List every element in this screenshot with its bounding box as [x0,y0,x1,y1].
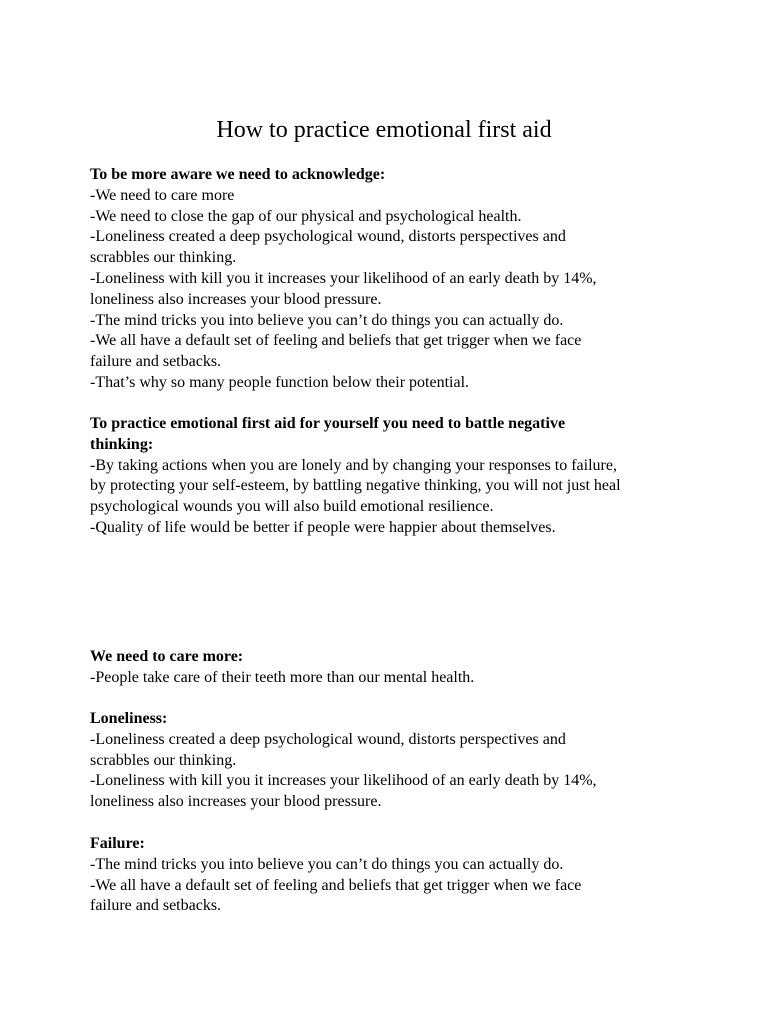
paragraph-line: -We need to close the gap of our physical and psychological health. [90,207,522,225]
paragraph-line: -That’s why so many people function below their potential. [90,373,470,391]
paragraph-line: -People take care of their teeth more than our mental health. [90,668,475,686]
paragraph-line: loneliness also increases your blood pressure. [90,290,382,308]
paragraph-line: -Loneliness with kill you it increases your likelihood of an early death by 14%, [90,269,597,287]
paragraph-line: psychological wounds you will also build emotional resilience. [90,498,494,516]
paragraph-line: -We all have a default set of feeling and beliefs that get trigger when we face [90,332,582,350]
section-loneliness [90,709,690,813]
paragraph-line: -Loneliness created a deep psychological wound, distorts perspectives and [90,730,566,748]
document-title: How to practice emotional first aid [216,117,552,143]
section-heading: We need to care more: [90,648,244,665]
paragraph-line: -The mind tricks you into believe you can’t do things you can actually do. [90,855,564,873]
paragraph-line: -We need to care more [90,186,235,204]
section-heading: thinking: [90,435,154,453]
section-awareness [90,165,690,394]
section-heading: Failure: [90,835,145,852]
section-first-aid [90,414,690,539]
section-care-more [90,647,690,689]
paragraph-line: -Loneliness created a deep psychological wound, distorts perspectives and [90,228,566,246]
paragraph-line: -By taking actions when you are lonely and by changing your responses to failure, [90,456,617,474]
paragraph-line: -Loneliness with kill you it increases your likelihood of an early death by 14%, [90,772,597,790]
paragraph-line: -Quality of life would be better if people were happier about themselves. [90,518,556,536]
paragraph-line: loneliness also increases your blood pressure. [90,793,382,811]
section-heading: Loneliness: [90,710,168,727]
section-failure [90,834,690,917]
paragraph-line: -We all have a default set of feeling and beliefs that get trigger when we face [90,876,582,894]
section-heading: To practice emotional first aid for yourself you need to battle negative [90,415,566,432]
paragraph-line: failure and setbacks. [90,897,222,915]
paragraph-line: scrabbles our thinking. [90,249,237,267]
paragraph-line: failure and setbacks. [90,353,222,371]
section-heading: To be more aware we need to acknowledge: [90,166,386,183]
paragraph-line: by protecting your self-esteem, by battling negative thinking, you will not just heal [90,477,621,495]
paragraph-line: scrabbles our thinking. [90,751,237,769]
paragraph-line: -The mind tricks you into believe you can’t do things you can actually do. [90,311,564,329]
